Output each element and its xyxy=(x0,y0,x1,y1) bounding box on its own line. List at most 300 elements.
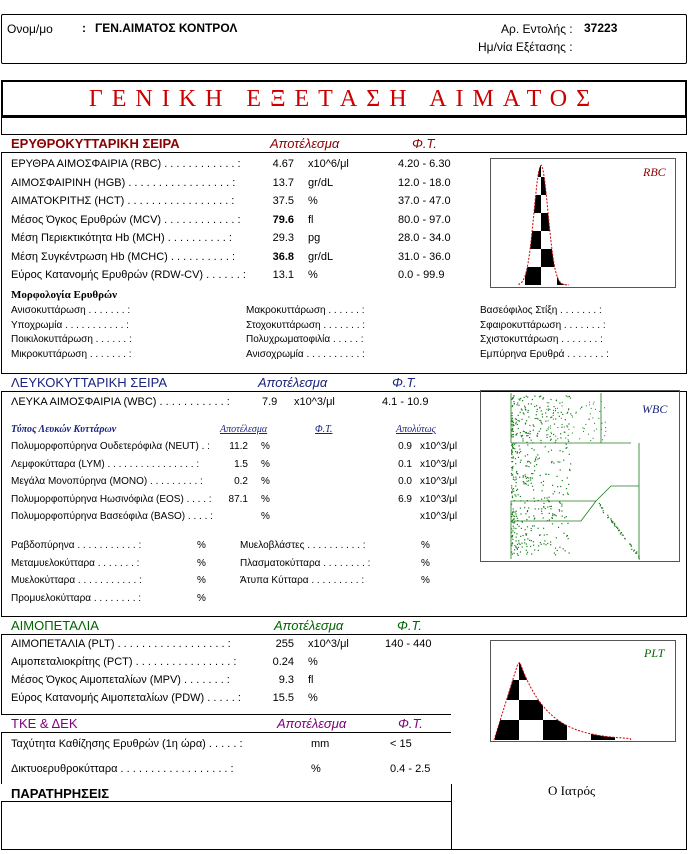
histogram-block xyxy=(663,660,675,680)
scatter-point xyxy=(561,506,562,507)
scatter-point xyxy=(562,424,563,425)
rbc-col-result: Αποτέλεσμα xyxy=(270,136,340,151)
scatter-point xyxy=(568,435,569,436)
scatter-point xyxy=(542,490,543,491)
scatter-point xyxy=(575,413,576,414)
histogram-block xyxy=(663,700,675,720)
scatter-point xyxy=(511,429,512,430)
scatter-point xyxy=(557,550,558,551)
scatter-point xyxy=(619,530,620,531)
scatter-point xyxy=(512,398,513,399)
scatter-point xyxy=(531,483,532,484)
morphology-item: Βασεόφιλος Στίξη . . . . . . . : xyxy=(480,305,602,316)
scatter-point xyxy=(570,398,571,399)
scatter-point xyxy=(542,416,543,417)
scatter-point xyxy=(513,477,514,478)
other-cell-label: Πλασματοκύτταρα . . . . . . . . : xyxy=(240,557,371,569)
scatter-point xyxy=(610,518,611,519)
other-cell-unit: % xyxy=(421,575,430,586)
scatter-point xyxy=(544,497,545,498)
scatter-point xyxy=(519,477,520,478)
scatter-point xyxy=(593,404,594,405)
plt-row-label: Εύρος Κατανομής Αιμοπεταλίων (PDW) . . . . . : xyxy=(11,692,241,704)
scatter-point xyxy=(533,545,534,546)
esr-row-unit: mm xyxy=(311,738,330,750)
histogram-block xyxy=(573,177,589,195)
scatter-point xyxy=(589,404,590,405)
scatter-point xyxy=(512,425,513,426)
scatter-point xyxy=(547,506,548,507)
scatter-point xyxy=(513,511,514,512)
scatter-point xyxy=(538,500,539,501)
scatter-point xyxy=(516,472,517,473)
scatter-point xyxy=(511,445,512,446)
wbc-chart-label: WBC xyxy=(642,402,668,416)
scatter-point xyxy=(548,501,549,502)
scatter-point xyxy=(572,417,573,418)
scatter-point xyxy=(522,440,523,441)
scatter-point xyxy=(518,457,519,458)
scatter-point xyxy=(514,516,515,517)
diff-row-value: 87.1 xyxy=(228,493,248,505)
scatter-point xyxy=(512,535,513,536)
scatter-point xyxy=(568,439,569,440)
scatter-point xyxy=(519,421,520,422)
plt-col-ref: Φ.Τ. xyxy=(397,618,422,633)
scatter-point xyxy=(512,497,513,498)
scatter-point xyxy=(629,543,630,544)
scatter-point xyxy=(519,399,520,400)
esr-row-ref: < 15 xyxy=(390,738,412,750)
scatter-point xyxy=(527,552,528,553)
scatter-point xyxy=(589,402,590,403)
scatter-point xyxy=(523,481,524,482)
scatter-point xyxy=(560,469,561,470)
scatter-point xyxy=(599,503,600,504)
scatter-point xyxy=(519,445,520,446)
scatter-point xyxy=(529,425,530,426)
diff-row-label: Μεγάλα Μονοπύρηνα (MONO) . . . . . . . . . : xyxy=(11,476,203,487)
other-cell-unit: % xyxy=(197,557,206,569)
scatter-point xyxy=(527,477,528,478)
scatter-point xyxy=(548,500,549,501)
scatter-point xyxy=(541,482,542,483)
scatter-point xyxy=(608,517,609,518)
scatter-point xyxy=(605,431,606,432)
plt-row-unit: x10^3/μl xyxy=(308,638,349,650)
scatter-point xyxy=(521,543,522,544)
plt-col-result: Αποτέλεσμα xyxy=(274,618,344,633)
scatter-point xyxy=(533,541,534,542)
scatter-point xyxy=(568,538,569,539)
scatter-point xyxy=(540,428,541,429)
scatter-point xyxy=(511,504,512,505)
scatter-point xyxy=(548,408,549,409)
scatter-point xyxy=(638,556,639,557)
scatter-point xyxy=(512,420,513,421)
scatter-point xyxy=(547,402,548,403)
scatter-point xyxy=(516,533,517,534)
scatter-point xyxy=(535,418,536,419)
scatter-point xyxy=(511,487,512,488)
scatter-point xyxy=(544,535,545,536)
scatter-point xyxy=(631,546,632,547)
scatter-point xyxy=(598,418,599,419)
scatter-point xyxy=(541,508,542,509)
scatter-point xyxy=(515,477,516,478)
scatter-point xyxy=(569,454,570,455)
scatter-point xyxy=(562,516,563,517)
scatter-point xyxy=(559,547,560,548)
scatter-point xyxy=(528,507,529,508)
scatter-point xyxy=(553,463,554,464)
scatter-point xyxy=(530,477,531,478)
scatter-point xyxy=(580,408,581,409)
scatter-point xyxy=(565,419,566,420)
scatter-point xyxy=(512,512,513,513)
scatter-point xyxy=(522,438,523,439)
diff-row-unit: % xyxy=(261,441,270,452)
scatter-point xyxy=(528,410,529,411)
plt-row-unit: % xyxy=(308,692,318,704)
scatter-point xyxy=(511,424,512,425)
scatter-point xyxy=(586,405,587,406)
rbc-row-unit: gr/dL xyxy=(308,250,334,263)
scatter-point xyxy=(548,427,549,428)
histogram-block xyxy=(589,231,605,249)
scatter-point xyxy=(566,516,567,517)
scatter-point xyxy=(550,508,551,509)
rbc-row-value: 79.6 xyxy=(272,213,294,226)
scatter-point xyxy=(511,434,512,435)
scatter-point xyxy=(533,430,534,431)
scatter-point xyxy=(545,508,546,509)
scatter-point xyxy=(561,510,562,511)
scatter-point xyxy=(537,409,538,410)
plt-row-unit: fl xyxy=(308,674,314,686)
scatter-point xyxy=(551,461,552,462)
rbc-row-value: 13.1 xyxy=(272,269,294,281)
histogram-block xyxy=(557,231,573,249)
rbc-row-value: 4.67 xyxy=(272,158,294,170)
scatter-point xyxy=(515,451,516,452)
scatter-point xyxy=(541,499,542,500)
scatter-point xyxy=(551,433,552,434)
scatter-point xyxy=(511,552,512,553)
diff-row-abs: 0.0 xyxy=(398,476,412,487)
histogram-block xyxy=(669,177,675,195)
diff-row-label: Πολυμορφοπύρηνα Βασεόφιλα (BASO) . . . . : xyxy=(11,511,213,522)
scatter-point xyxy=(517,524,518,525)
scatter-point xyxy=(634,550,635,551)
histogram-block xyxy=(495,680,519,700)
scatter-point xyxy=(558,412,559,413)
scatter-point xyxy=(515,423,516,424)
scatter-point xyxy=(511,493,512,494)
scatter-point xyxy=(570,413,571,414)
scatter-point xyxy=(512,431,513,432)
scatter-point xyxy=(534,406,535,407)
diff-row-abs-unit: x10^3/μl xyxy=(420,458,458,470)
scatter-point xyxy=(513,488,514,489)
histogram-block xyxy=(621,159,637,177)
scatter-point xyxy=(522,400,523,401)
scatter-point xyxy=(582,427,583,428)
other-cell-label: Άτυπα Κύτταρα . . . . . . . . . : xyxy=(240,575,365,586)
scatter-point xyxy=(525,423,526,424)
scatter-point xyxy=(551,450,552,451)
order-number: 37223 xyxy=(584,21,618,35)
scatter-point xyxy=(518,543,519,544)
scatter-point xyxy=(514,500,515,501)
scatter-point xyxy=(565,432,566,433)
scatter-point xyxy=(579,438,580,439)
scatter-point xyxy=(539,535,540,536)
scatter-point xyxy=(566,488,567,489)
scatter-point xyxy=(514,522,515,523)
scatter-point xyxy=(564,427,565,428)
scatter-point xyxy=(590,440,591,441)
scatter-point xyxy=(560,433,561,434)
scatter-point xyxy=(523,475,524,476)
scatter-point xyxy=(528,416,529,417)
scatter-point xyxy=(520,496,521,497)
scatter-point xyxy=(520,544,521,545)
scatter-point xyxy=(541,513,542,514)
rbc-row-unit: % xyxy=(308,195,318,207)
morphology-item: Στοχοκυττάρωση . . . . . . . : xyxy=(246,319,366,331)
scatter-point xyxy=(537,436,538,437)
scatter-point xyxy=(527,538,528,539)
name-sep: : xyxy=(82,21,86,35)
scatter-point xyxy=(512,445,513,446)
scatter-point xyxy=(513,422,514,423)
histogram-block xyxy=(495,641,519,660)
diff-col-result: Αποτέλεσμα xyxy=(220,424,268,435)
scatter-point xyxy=(517,424,518,425)
scatter-point xyxy=(559,416,560,417)
diff-row-abs: 0.9 xyxy=(398,441,412,452)
scatter-point xyxy=(526,420,527,421)
plt-row-label: ΑΙΜΟΠΕΤΑΛΙΑ (PLT) . . . . . . . . . . . . . . . . . . : xyxy=(11,638,231,650)
scatter-point xyxy=(541,511,542,512)
histogram-block xyxy=(543,641,567,660)
scatter-point xyxy=(595,409,596,410)
scatter-point xyxy=(549,519,550,520)
scatter-point xyxy=(536,405,537,406)
scatter-point xyxy=(535,458,536,459)
scatter-point xyxy=(550,436,551,437)
plt-row-label: Αιμοπεταλιοκρίτης (PCT) . . . . . . . . . . . . . . . . : xyxy=(11,656,237,668)
scatter-point xyxy=(525,455,526,456)
scatter-point xyxy=(555,442,556,443)
scatter-point xyxy=(547,437,548,438)
scatter-point xyxy=(542,423,543,424)
scatter-point xyxy=(584,428,585,429)
scatter-point xyxy=(547,497,548,498)
scatter-point xyxy=(513,434,514,435)
scatter-point xyxy=(561,504,562,505)
plt-chart-label: PLT xyxy=(644,646,665,660)
scatter-point xyxy=(539,420,540,421)
rbc-chart-label: RBC xyxy=(643,165,666,179)
scatter-point xyxy=(529,516,530,517)
scatter-point xyxy=(532,478,533,479)
scatter-point xyxy=(554,515,555,516)
histogram-block xyxy=(525,159,541,177)
scatter-point xyxy=(512,415,513,416)
scatter-point xyxy=(549,497,550,498)
scatter-point xyxy=(556,400,557,401)
histogram-block xyxy=(589,159,605,177)
scatter-point xyxy=(592,417,593,418)
scatter-point xyxy=(534,466,535,467)
scatter-point xyxy=(562,480,563,481)
histogram-block xyxy=(653,267,669,285)
scatter-point xyxy=(514,553,515,554)
scatter-point xyxy=(528,466,529,467)
scatter-point xyxy=(513,515,514,516)
scatter-point xyxy=(552,485,553,486)
histogram-block xyxy=(653,195,669,213)
scatter-point xyxy=(566,444,567,445)
scatter-point xyxy=(517,451,518,452)
scatter-point xyxy=(521,528,522,529)
scatter-point xyxy=(605,422,606,423)
scatter-point xyxy=(603,512,604,513)
scatter-point xyxy=(600,505,601,506)
scatter-point xyxy=(526,435,527,436)
scatter-point xyxy=(567,523,568,524)
morphology-item: Μικροκυττάρωση . . . . . . . : xyxy=(11,348,132,360)
scatter-point xyxy=(526,535,527,536)
scatter-point xyxy=(543,517,544,518)
scatter-point xyxy=(515,442,516,443)
diff-row-label: Πολυμορφοπύρηνα Ουδετερόφιλα (NEUT) . : xyxy=(11,441,210,452)
histogram-block xyxy=(621,231,637,249)
scatter-point xyxy=(513,401,514,402)
scatter-point xyxy=(612,521,613,522)
esr-row-ref: 0.4 - 2.5 xyxy=(390,763,431,775)
histogram-block xyxy=(567,700,591,720)
scatter-point xyxy=(526,396,527,397)
histogram-block xyxy=(637,249,653,267)
wbc-unit: x10^3/μl xyxy=(294,396,335,408)
scatter-point xyxy=(566,395,567,396)
scatter-point xyxy=(566,448,567,449)
scatter-point xyxy=(511,521,512,522)
esr-col-result: Αποτέλεσμα xyxy=(277,716,347,731)
scatter-point xyxy=(545,544,546,545)
scatter-point xyxy=(516,419,517,420)
scatter-point xyxy=(588,434,589,435)
scatter-point xyxy=(531,528,532,529)
scatter-point xyxy=(513,491,514,492)
scatter-point xyxy=(594,430,595,431)
scatter-point xyxy=(543,528,544,529)
scatter-point xyxy=(558,527,559,528)
other-cell-unit: % xyxy=(197,575,206,586)
scatter-point xyxy=(568,484,569,485)
rbc-row-ref: 4.20 - 6.30 xyxy=(398,158,451,170)
scatter-point xyxy=(547,406,548,407)
gate-line xyxy=(581,501,596,521)
scatter-point xyxy=(515,496,516,497)
scatter-point xyxy=(601,401,602,402)
scatter-point xyxy=(520,398,521,399)
remarks-title: ΠΑΡΑΤΗΡΗΣΕΙΣ xyxy=(11,786,110,801)
diff-row-value: 11.2 xyxy=(229,441,248,452)
plt-row-value: 0.24 xyxy=(272,656,294,668)
scatter-point xyxy=(518,494,519,495)
scatter-point xyxy=(528,480,529,481)
scatter-point xyxy=(563,460,564,461)
scatter-point xyxy=(525,476,526,477)
scatter-point xyxy=(534,525,535,526)
scatter-point xyxy=(538,508,539,509)
scatter-point xyxy=(511,454,512,455)
wbc-label: ΛΕΥΚΑ ΑΙΜΟΣΦΑΙΡΙΑ (WBC) . . . . . . . . . . . : xyxy=(11,396,230,408)
scatter-point xyxy=(602,439,603,440)
scatter-point xyxy=(526,546,527,547)
scatter-point xyxy=(518,405,519,406)
scatter-point xyxy=(514,403,515,404)
histogram-block xyxy=(639,680,663,700)
scatter-point xyxy=(602,423,603,424)
rbc-row-unit: x10^6/μl xyxy=(308,158,349,170)
rbc-row-ref: 31.0 - 36.0 xyxy=(398,250,451,263)
scatter-point xyxy=(527,500,528,501)
histogram-block xyxy=(589,195,605,213)
morphology-item: Μακροκυττάρωση . . . . . . : xyxy=(246,305,365,316)
esr-col-ref: Φ.Τ. xyxy=(398,716,423,731)
scatter-point xyxy=(567,427,568,428)
scatter-point xyxy=(512,451,513,452)
scatter-point xyxy=(511,545,512,546)
scatter-point xyxy=(519,449,520,450)
diff-row-unit: % xyxy=(261,511,270,522)
scatter-point xyxy=(514,479,515,480)
scatter-point xyxy=(518,415,519,416)
scatter-point xyxy=(520,451,521,452)
scatter-point xyxy=(568,429,569,430)
scatter-point xyxy=(581,407,582,408)
scatter-point xyxy=(605,427,606,428)
scatter-point xyxy=(569,552,570,553)
scatter-point xyxy=(516,479,517,480)
other-cell-unit: % xyxy=(197,540,206,551)
scatter-point xyxy=(576,412,577,413)
diff-row-value: 0.2 xyxy=(234,476,248,487)
scatter-point xyxy=(533,424,534,425)
scatter-point xyxy=(529,437,530,438)
scatter-point xyxy=(522,435,523,436)
scatter-point xyxy=(541,544,542,545)
morphology-item: Σφαιροκυττάρωση . . . . . . . : xyxy=(480,319,606,331)
wbc-col-ref: Φ.Τ. xyxy=(392,375,417,390)
scatter-point xyxy=(511,536,512,537)
diff-row-abs-unit: x10^3/μl xyxy=(420,441,458,452)
scatter-point xyxy=(518,428,519,429)
scatter-point xyxy=(522,535,523,536)
scatter-point xyxy=(526,544,527,545)
scatter-point xyxy=(591,408,592,409)
scatter-point xyxy=(524,502,525,503)
scatter-point xyxy=(550,425,551,426)
scatter-point xyxy=(536,411,537,412)
scatter-point xyxy=(548,428,549,429)
scatter-point xyxy=(512,413,513,414)
